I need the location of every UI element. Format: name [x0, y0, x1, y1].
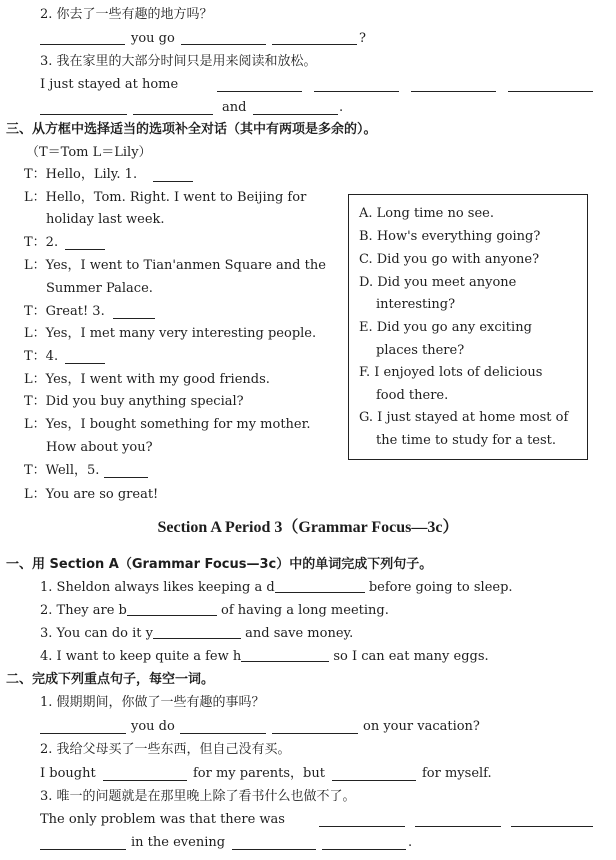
- part2-q3-line1: The only problem was that there was: [40, 812, 285, 827]
- dialog-line-12: L：Yes，I bought something for my mother.: [24, 417, 311, 432]
- dialog-line-4: T：2.: [24, 235, 59, 250]
- dialog-blank-3[interactable]: [113, 318, 155, 319]
- option-g-cont: the time to study for a test.: [376, 433, 557, 448]
- part1-item-2-post: of having a long meeting.: [221, 603, 389, 618]
- q2-blank-2[interactable]: [181, 44, 266, 45]
- part3-heading: 三、从方框中选择适当的选项补全对话（其中有两项是多余的）。: [6, 122, 377, 137]
- part1-item-4-post: so I can eat many eggs.: [333, 649, 489, 664]
- part1-item-4-pre: 4. I want to keep quite a few h: [40, 649, 242, 664]
- q3-blank-5[interactable]: [40, 114, 127, 115]
- dialog-line-11: T：Did you buy anything special?: [24, 394, 244, 409]
- option-e-cont: places there?: [376, 343, 465, 358]
- dialog-blank-2[interactable]: [65, 249, 105, 250]
- dialog-blank-1[interactable]: [153, 181, 193, 182]
- part2-q3-chinese: 3. 唯一的问题就是在那里晚上除了看书什么也做不了。: [40, 789, 356, 804]
- part2-q3-blank-3[interactable]: [511, 826, 593, 827]
- dialog-line-8: L：Yes，I met many very interesting people.: [24, 326, 317, 341]
- q3-blank-2[interactable]: [314, 91, 399, 92]
- part2-q2-post: for myself.: [422, 766, 492, 781]
- part1-item-3: [40, 625, 353, 642]
- q3-and: and: [222, 100, 247, 115]
- part2-q2-blank-2[interactable]: [332, 780, 416, 781]
- part1-item-1-pre: 1. Sheldon always likes keeping a d: [40, 580, 275, 595]
- part2-q2-mid: for my parents，but: [193, 766, 325, 781]
- part1-item-2-blank[interactable]: [127, 602, 217, 616]
- section-title: Section A Period 3（Grammar Focus—3c）: [157, 519, 459, 536]
- option-d-cont: interesting?: [376, 297, 456, 312]
- part1-item-3-pre: 3. You can do it y: [40, 626, 153, 641]
- part2-q2-blank-1[interactable]: [103, 780, 187, 781]
- option-f-cont: food there.: [376, 388, 449, 403]
- dialog-line-2: L：Hello，Tom. Right. I went to Beijing for: [24, 190, 307, 205]
- q3-blank-1[interactable]: [217, 91, 302, 92]
- part1-item-3-post: and save money.: [245, 626, 354, 641]
- part3-legend: （T＝Tom L＝Lily）: [26, 145, 152, 160]
- dialog-line-13: How about you?: [46, 440, 153, 455]
- part1-item-3-blank[interactable]: [153, 625, 241, 639]
- q2-chinese: 2. 你去了一些有趣的地方吗？: [40, 7, 213, 22]
- q2-you-go: you go: [131, 31, 175, 46]
- options-box: [348, 194, 588, 460]
- part2-q3-blank-6[interactable]: [322, 849, 406, 850]
- part1-item-4: [40, 648, 489, 665]
- part1-heading: 一、用 Section A（Grammar Focus—3c）中的单词完成下列句子。: [6, 557, 433, 572]
- q3-period: .: [339, 100, 344, 115]
- q3-line1: I just stayed at home: [40, 77, 179, 92]
- option-d: D. Did you meet anyone: [359, 275, 517, 290]
- part2-q3-blank-1[interactable]: [319, 826, 405, 827]
- dialog-line-7: T：Great! 3.: [24, 304, 105, 319]
- q3-blank-6[interactable]: [133, 114, 213, 115]
- option-c: C. Did you go with anyone?: [359, 252, 540, 267]
- q3-blank-7[interactable]: [253, 114, 338, 115]
- dialog-line-6: Summer Palace.: [46, 281, 153, 296]
- part2-q1-post: on your vacation?: [363, 719, 480, 734]
- part2-q1-chinese: 1. 假期期间，你做了一些有趣的事吗？: [40, 695, 265, 710]
- part1-item-1-blank[interactable]: [275, 579, 365, 593]
- dialog-line-5: L：Yes，I went to Tian'anmen Square and the: [24, 258, 326, 273]
- dialog-line-9: T：4.: [24, 349, 59, 364]
- option-f: F. I enjoyed lots of delicious: [359, 365, 543, 380]
- part1-item-1: [40, 579, 513, 596]
- option-a: A. Long time no see.: [359, 206, 494, 221]
- dialog-line-14: T：Well，5.: [24, 463, 100, 478]
- part1-item-2-pre: 2. They are b: [40, 603, 127, 618]
- q3-blank-4[interactable]: [508, 91, 593, 92]
- q3-blank-3[interactable]: [411, 91, 496, 92]
- q3-chinese: 3. 我在家里的大部分时间只是用来阅读和放松。: [40, 54, 317, 69]
- part2-q2-pre: I bought: [40, 766, 96, 781]
- option-g: G. I just stayed at home most of: [359, 410, 569, 425]
- dialog-line-1: T：Hello，Lily. 1.: [24, 167, 138, 182]
- part1-item-4-blank[interactable]: [241, 648, 329, 662]
- dialog-line-3: holiday last week.: [46, 212, 165, 227]
- part2-q3-blank-4[interactable]: [40, 849, 126, 850]
- part1-item-1-post: before going to sleep.: [368, 580, 513, 595]
- q2-blank-3[interactable]: [272, 44, 357, 45]
- part2-q2-chinese: 2. 我给父母买了一些东西，但自己没有买。: [40, 742, 291, 757]
- part1-item-2: [40, 602, 389, 619]
- dialog-line-10: L：Yes，I went with my good friends.: [24, 372, 270, 387]
- part2-q1-blank-2[interactable]: [180, 733, 266, 734]
- part2-q1-blank-3[interactable]: [272, 733, 358, 734]
- part2-heading: 二、完成下列重点句子，每空一词。: [6, 672, 215, 687]
- part2-q3-in-evening: in the evening: [131, 835, 226, 850]
- dialog-blank-4[interactable]: [65, 363, 105, 364]
- q2-qmark: ?: [359, 31, 366, 46]
- dialog-blank-5[interactable]: [104, 477, 148, 478]
- q2-blank-1[interactable]: [40, 44, 125, 45]
- part2-q3-blank-2[interactable]: [415, 826, 501, 827]
- dialog-line-15: L：You are so great!: [24, 487, 159, 502]
- part2-q3-blank-5[interactable]: [232, 849, 316, 850]
- part2-q1-you-do: you do: [131, 719, 175, 734]
- part2-q1-blank-1[interactable]: [40, 733, 126, 734]
- option-e: E. Did you go any exciting: [359, 320, 532, 335]
- option-b: B. How's everything going?: [359, 229, 541, 244]
- part2-q3-period: .: [408, 835, 413, 850]
